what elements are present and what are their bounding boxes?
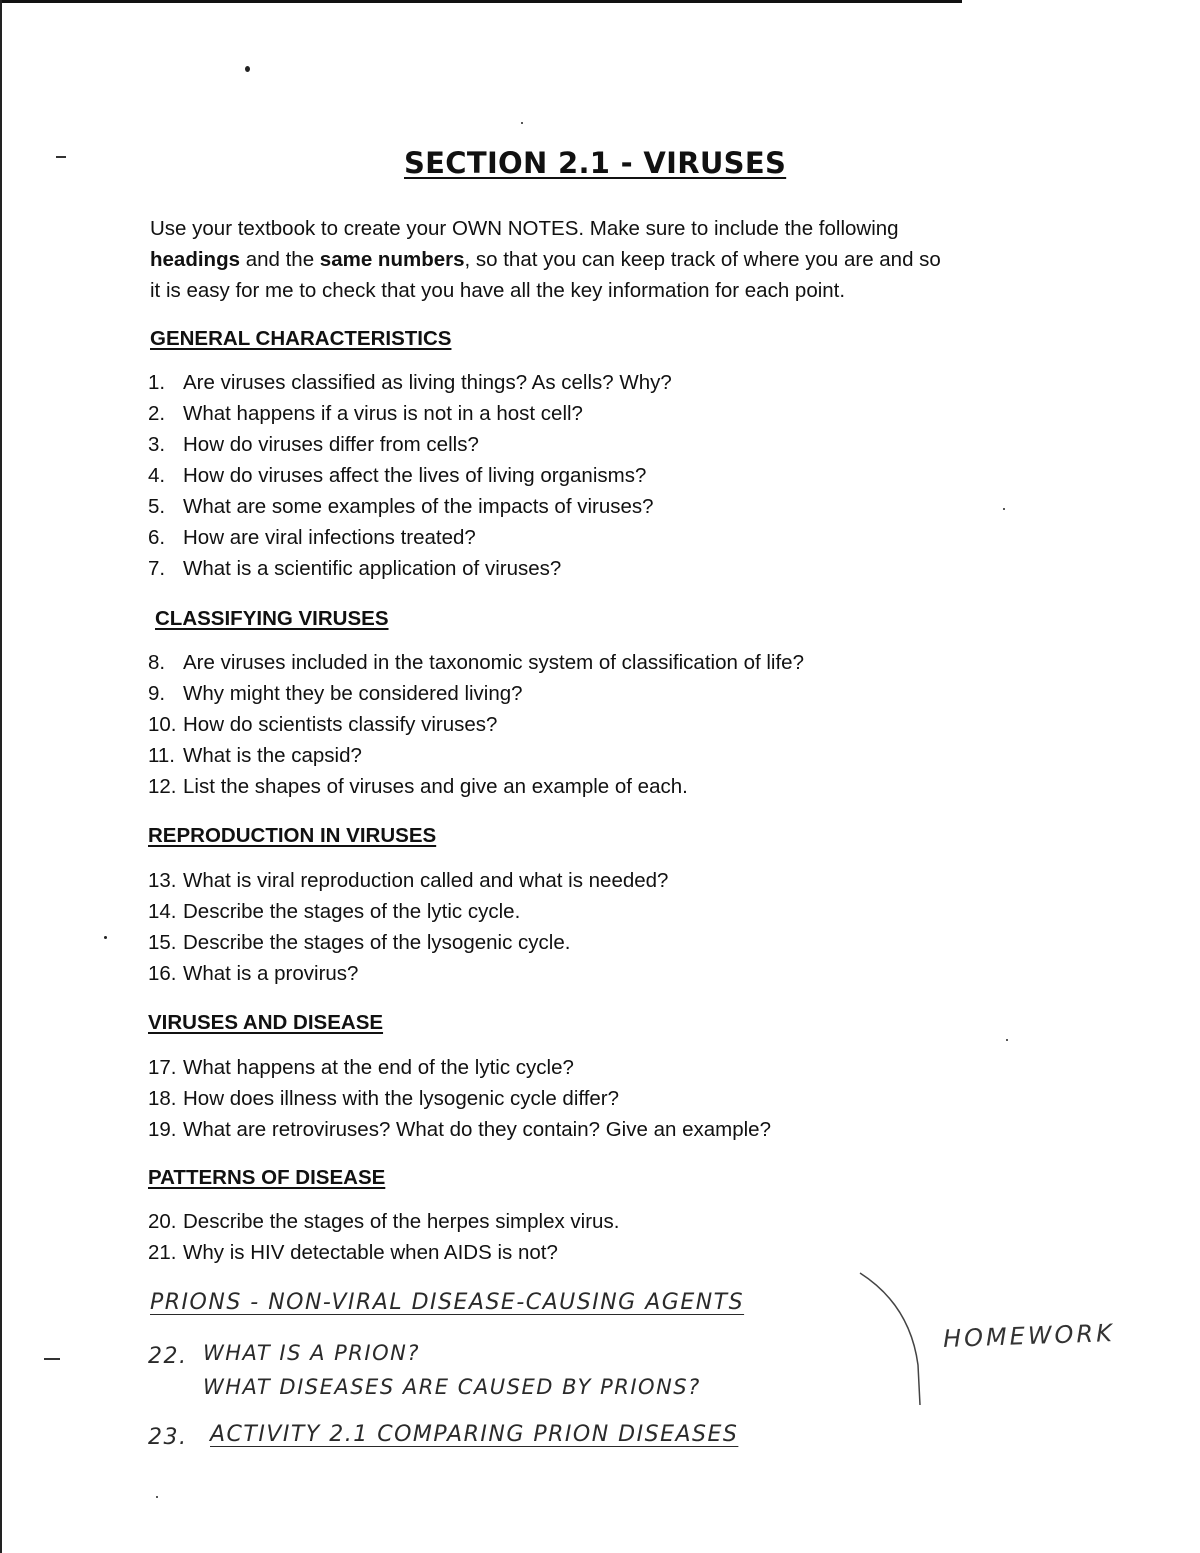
question-item bbox=[148, 460, 672, 491]
instructions-line bbox=[150, 244, 1080, 275]
question-number: 9. bbox=[148, 682, 166, 705]
scan-speck bbox=[104, 936, 107, 939]
question-item bbox=[148, 522, 672, 553]
question-item bbox=[148, 896, 668, 927]
instructions-text: and the bbox=[240, 248, 320, 271]
instructions-bold: headings bbox=[150, 248, 240, 271]
question-list bbox=[148, 367, 672, 584]
scan-speck bbox=[1003, 508, 1005, 510]
scan-top-edge bbox=[0, 0, 962, 3]
handwritten-question-23-number: 23. bbox=[148, 1425, 188, 1450]
question-number: 6. bbox=[148, 526, 166, 549]
question-number: 2. bbox=[148, 402, 166, 425]
question-text: What is a scientific application of viruses? bbox=[183, 557, 562, 580]
handwritten-bracket bbox=[850, 1265, 940, 1415]
question-number: 7. bbox=[148, 557, 166, 580]
handwritten-homework-note: HOMEWORK bbox=[942, 1319, 1116, 1353]
question-text: How do scientists classify viruses? bbox=[183, 713, 498, 736]
question-text: Describe the stages of the herpes simplex virus. bbox=[183, 1210, 620, 1233]
instructions-line: Use your textbook to create your OWN NOTES. Make sure to include the following bbox=[150, 217, 899, 240]
question-number: 12. bbox=[148, 775, 177, 798]
instructions-text: , so that you can keep track of where you are and so bbox=[464, 248, 941, 271]
handwritten-question-22-line2: WHAT DISEASES ARE CAUSED BY PRIONS? bbox=[203, 1375, 701, 1399]
instructions-paragraph bbox=[150, 213, 1080, 306]
question-text: How do viruses affect the lives of living organisms? bbox=[183, 464, 647, 487]
section-heading-classifying-viruses: CLASSIFYING VIRUSES bbox=[155, 607, 389, 630]
question-text: Why is HIV detectable when AIDS is not? bbox=[183, 1241, 558, 1264]
question-item bbox=[148, 927, 668, 958]
question-item bbox=[148, 958, 668, 989]
question-text: List the shapes of viruses and give an example of each. bbox=[183, 775, 688, 798]
question-item bbox=[148, 1083, 771, 1114]
handwritten-prions-heading: PRIONS - NON-VIRAL DISEASE-CAUSING AGENTS bbox=[150, 1290, 745, 1315]
question-number: 4. bbox=[148, 464, 166, 487]
scan-left-edge bbox=[0, 0, 2, 1553]
question-list bbox=[148, 1206, 619, 1268]
question-text: Are viruses included in the taxonomic system of classification of life? bbox=[183, 651, 804, 674]
question-item bbox=[148, 1237, 619, 1268]
question-item bbox=[148, 429, 672, 460]
question-text: What are some examples of the impacts of viruses? bbox=[183, 495, 654, 518]
question-text: What is a provirus? bbox=[183, 962, 359, 985]
question-item bbox=[148, 709, 804, 740]
question-list bbox=[148, 1052, 771, 1145]
question-item bbox=[148, 1052, 771, 1083]
question-number: 10. bbox=[148, 713, 177, 736]
scan-dash bbox=[56, 156, 66, 158]
question-text: How are viral infections treated? bbox=[183, 526, 476, 549]
question-item bbox=[148, 865, 668, 896]
question-number: 18. bbox=[148, 1087, 177, 1110]
instructions-line: it is easy for me to check that you have all the key information for each point. bbox=[150, 279, 846, 302]
question-item bbox=[148, 367, 672, 398]
question-number: 3. bbox=[148, 433, 166, 456]
question-number: 5. bbox=[148, 495, 166, 518]
question-item bbox=[148, 1114, 771, 1145]
question-item bbox=[148, 647, 804, 678]
question-item bbox=[148, 740, 804, 771]
question-text: Are viruses classified as living things? As cells? Why? bbox=[183, 371, 672, 394]
question-number: 14. bbox=[148, 900, 177, 923]
question-item bbox=[148, 553, 672, 584]
question-item bbox=[148, 678, 804, 709]
section-heading-patterns-of-disease: PATTERNS OF DISEASE bbox=[148, 1166, 386, 1189]
question-number: 13. bbox=[148, 869, 177, 892]
scan-speck bbox=[1006, 1039, 1008, 1041]
question-text: What happens at the end of the lytic cycle? bbox=[183, 1056, 574, 1079]
question-list bbox=[148, 865, 668, 989]
question-number: 8. bbox=[148, 651, 166, 674]
question-number: 15. bbox=[148, 931, 177, 954]
question-text: What are retroviruses? What do they contain? Give an example? bbox=[183, 1118, 771, 1141]
scan-speck bbox=[521, 122, 523, 124]
question-item bbox=[148, 398, 672, 429]
question-item bbox=[148, 771, 804, 802]
question-text: How do viruses differ from cells? bbox=[183, 433, 479, 456]
handwritten-question-23-text: ACTIVITY 2.1 COMPARING PRION DISEASES bbox=[210, 1422, 739, 1447]
handwritten-question-22-line1: WHAT IS A PRION? bbox=[203, 1341, 420, 1365]
handwritten-question-22-number: 22. bbox=[148, 1344, 188, 1369]
scan-dash bbox=[44, 1358, 60, 1360]
question-number: 21. bbox=[148, 1241, 177, 1264]
question-number: 1. bbox=[148, 371, 166, 394]
question-text: Describe the stages of the lysogenic cycle. bbox=[183, 931, 571, 954]
section-heading-viruses-and-disease: VIRUSES AND DISEASE bbox=[148, 1011, 384, 1034]
question-text: What happens if a virus is not in a host cell? bbox=[183, 402, 583, 425]
question-number: 17. bbox=[148, 1056, 177, 1079]
question-list bbox=[148, 647, 804, 802]
question-text: Describe the stages of the lytic cycle. bbox=[183, 900, 521, 923]
question-item bbox=[148, 491, 672, 522]
page-title: SECTION 2.1 - VIRUSES bbox=[404, 146, 787, 180]
instructions-bold: same numbers bbox=[319, 248, 465, 271]
section-heading-reproduction-in-viruses: REPRODUCTION IN VIRUSES bbox=[148, 824, 437, 847]
section-heading-general-characteristics: GENERAL CHARACTERISTICS bbox=[150, 327, 452, 350]
question-number: 20. bbox=[148, 1210, 177, 1233]
question-number: 16. bbox=[148, 962, 177, 985]
question-item bbox=[148, 1206, 619, 1237]
question-text: How does illness with the lysogenic cycle differ? bbox=[183, 1087, 620, 1110]
question-number: 11. bbox=[148, 744, 175, 767]
question-text: What is viral reproduction called and what is needed? bbox=[183, 869, 669, 892]
question-number: 19. bbox=[148, 1118, 177, 1141]
scan-speck bbox=[156, 1496, 158, 1498]
question-text: Why might they be considered living? bbox=[183, 682, 523, 705]
question-text: What is the capsid? bbox=[183, 744, 362, 767]
scan-speck bbox=[245, 66, 250, 72]
